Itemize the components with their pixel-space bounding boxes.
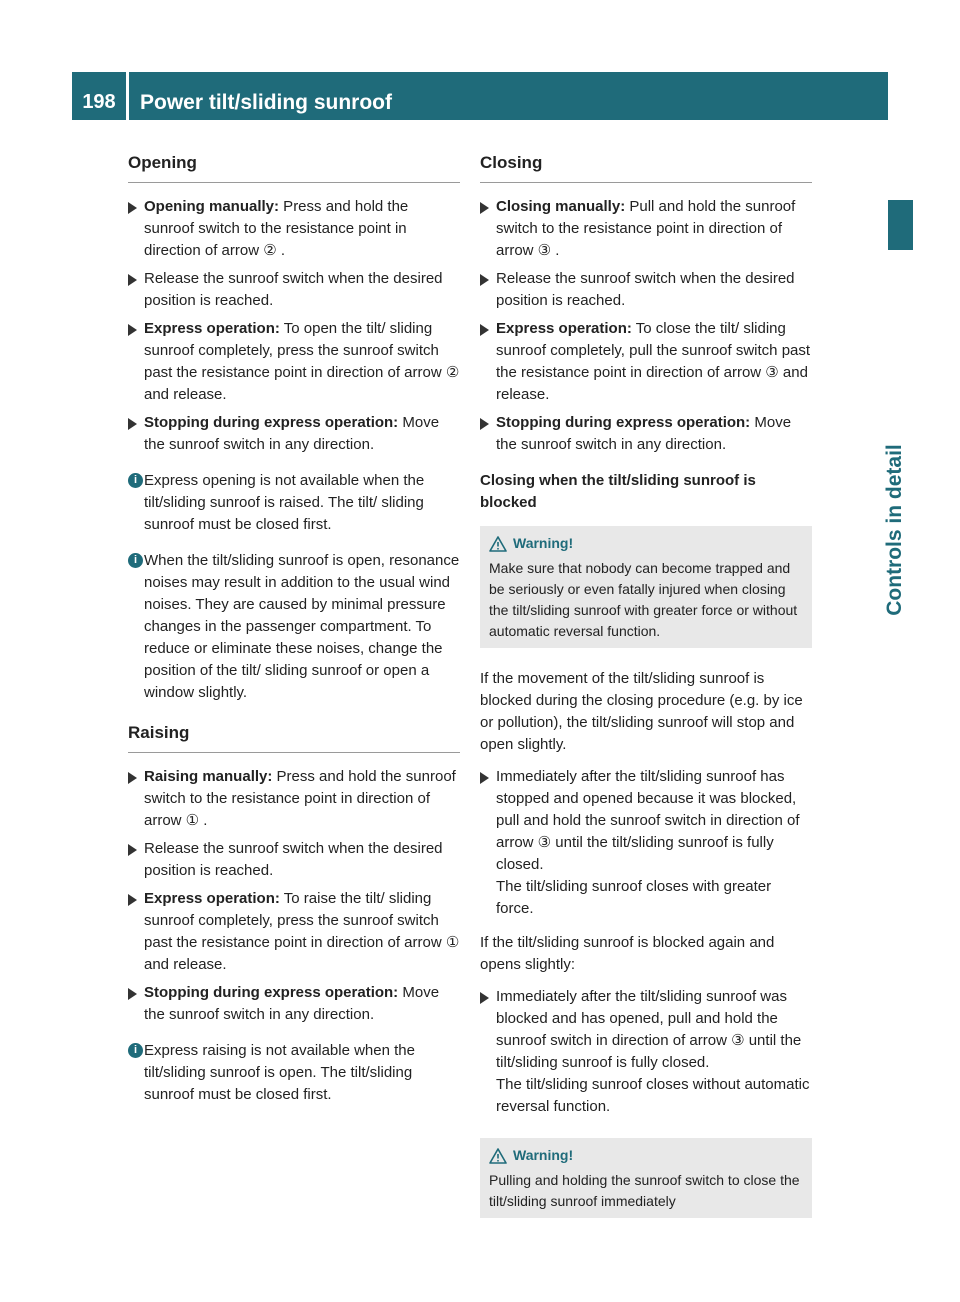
arrow-bullet-icon — [128, 894, 137, 906]
step-closing-manually — [480, 196, 812, 262]
step-text: To close the tilt/ sliding sunroof completely, pull the sunroof switch past the resistance point in direction of arrow ③ and release. — [496, 320, 811, 403]
arrow-bullet-icon — [480, 274, 489, 286]
step-bold: Opening manually: — [144, 198, 280, 215]
step-text: Pull and hold the sunroof switch to the resistance point in direction of arrow ③ . — [496, 198, 796, 259]
step-express-opening — [128, 318, 460, 406]
step-bold: Express operation: — [496, 320, 632, 337]
step-stopping-raising — [128, 982, 460, 1026]
arrow-bullet-icon — [128, 324, 137, 336]
arrow-bullet-icon — [128, 988, 137, 1000]
step-express-raising — [128, 888, 460, 976]
step-text: Move the sunroof switch in any direction. — [144, 984, 440, 1023]
arrow-bullet-icon — [480, 202, 489, 214]
arrow-bullet-icon — [128, 202, 137, 214]
info-text: Express opening is not available when the tilt/sliding sunroof is raised. The tilt/ sliding sunroof must be closed first. — [144, 472, 425, 533]
step-raising-manually — [128, 766, 460, 832]
paragraph-blocked-again: If the tilt/sliding sunroof is blocked again and opens slightly: — [480, 934, 775, 973]
warning-title — [489, 1145, 803, 1166]
step-result: The tilt/sliding sunroof closes without automatic reversal function. — [496, 1076, 810, 1115]
arrow-bullet-icon — [128, 418, 137, 430]
step-express-closing — [480, 318, 812, 406]
step-close-after-block — [480, 766, 812, 920]
step-text: Press and hold the sunroof switch to the resistance point in direction of arrow ② . — [144, 198, 409, 259]
step-result: The tilt/sliding sunroof closes with greater force. — [496, 878, 772, 917]
info-text: When the tilt/sliding sunroof is open, resonance noises may result in addition to the usual wind noises. They are caused by minimal pressure changes in the passenger compartment. To reduce or eliminate these noises, change the position of the tilt/ sliding sunroof or open a window slightly. — [144, 552, 460, 701]
step-text: Immediately after the tilt/sliding sunroof has stopped and opened because it was blocked, pull and hold the sunroof switch in direction of arrow ③ until the tilt/sliding sunroof is fully closed. — [496, 768, 800, 873]
header-divider — [126, 72, 129, 120]
warning-triangle-icon — [489, 536, 507, 552]
arrow-bullet-icon — [128, 274, 137, 286]
info-icon: i — [128, 1043, 143, 1058]
info-text: Express raising is not available when the tilt/sliding sunroof is open. The tilt/sliding sunroof must be closed first. — [144, 1042, 415, 1103]
info-note-resonance — [128, 550, 460, 704]
step-bold: Raising manually: — [144, 768, 273, 785]
right-column — [480, 150, 812, 1238]
warning-box-trapped — [480, 526, 812, 648]
warning-triangle-icon — [489, 1148, 507, 1164]
section-heading-raising: Raising — [128, 722, 460, 753]
info-icon: i — [128, 553, 143, 568]
section-heading-opening: Opening — [128, 152, 460, 183]
section-heading-closing: Closing — [480, 152, 812, 183]
side-tab-label: Controls in detail — [883, 444, 906, 616]
step-close-after-second-block — [480, 986, 812, 1118]
step-text: Press and hold the sunroof switch to the resistance point in direction of arrow ① . — [144, 768, 456, 829]
info-note-express-raising — [128, 1040, 460, 1106]
step-bold: Stopping during express operation: — [144, 414, 399, 431]
section-heading-blocked: Closing when the tilt/sliding sunroof is blocked — [480, 472, 756, 511]
page-number: 198 — [82, 91, 116, 113]
step-bold: Closing manually: — [496, 198, 626, 215]
step-release — [128, 268, 460, 312]
warning-text: Pulling and holding the sunroof switch to close the tilt/sliding sunroof immediately — [489, 1172, 800, 1209]
step-bold: Express operation: — [144, 890, 280, 907]
step-text: Release the sunroof switch when the desired position is reached. — [496, 270, 795, 309]
warning-title — [489, 533, 803, 554]
step-stopping-closing — [480, 412, 812, 456]
info-icon: i — [128, 473, 143, 488]
info-note-express-opening — [128, 470, 460, 536]
step-bold: Stopping during express operation: — [496, 414, 751, 431]
step-text: To raise the tilt/ sliding sunroof completely, press the sunroof switch past the resistance point in direction of arrow ① and release. — [144, 890, 460, 973]
warning-text: Make sure that nobody can become trapped and be seriously or even fatally injured when closing the tilt/sliding sunroof with greater force or without automatic reversal function. — [489, 560, 798, 639]
step-release — [480, 268, 812, 312]
arrow-bullet-icon — [480, 772, 489, 784]
warning-title-text: Warning! — [513, 535, 574, 551]
step-bold: Stopping during express operation: — [144, 984, 399, 1001]
step-opening-manually — [128, 196, 460, 262]
arrow-bullet-icon — [480, 992, 489, 1004]
step-stopping-opening — [128, 412, 460, 456]
step-text: Release the sunroof switch when the desired position is reached. — [144, 270, 443, 309]
step-text: Release the sunroof switch when the desired position is reached. — [144, 840, 443, 879]
arrow-bullet-icon — [128, 844, 137, 856]
step-text: To open the tilt/ sliding sunroof completely, press the sunroof switch past the resistance point in direction of arrow ② and release. — [144, 320, 460, 403]
step-text: Move the sunroof switch in any direction. — [496, 414, 792, 453]
step-text: Move the sunroof switch in any direction. — [144, 414, 440, 453]
warning-title-text: Warning! — [513, 1147, 574, 1163]
left-column — [128, 150, 460, 1120]
step-bold: Express operation: — [144, 320, 280, 337]
arrow-bullet-icon — [128, 772, 137, 784]
paragraph-blocked: If the movement of the tilt/sliding sunroof is blocked during the closing procedure (e.g. by ice or pollution), the tilt/sliding sunroof will stop and open slightly. — [480, 670, 803, 753]
warning-box-pulling — [480, 1138, 812, 1218]
arrow-bullet-icon — [480, 324, 489, 336]
page-title: Power tilt/sliding sunroof — [140, 91, 392, 114]
arrow-bullet-icon — [480, 418, 489, 430]
step-text: Immediately after the tilt/sliding sunroof was blocked and has opened, pull and hold the sunroof switch in direction of arrow ③ until the tilt/sliding sunroof is fully closed. — [496, 988, 802, 1071]
step-release — [128, 838, 460, 882]
side-tab-marker — [888, 200, 913, 250]
